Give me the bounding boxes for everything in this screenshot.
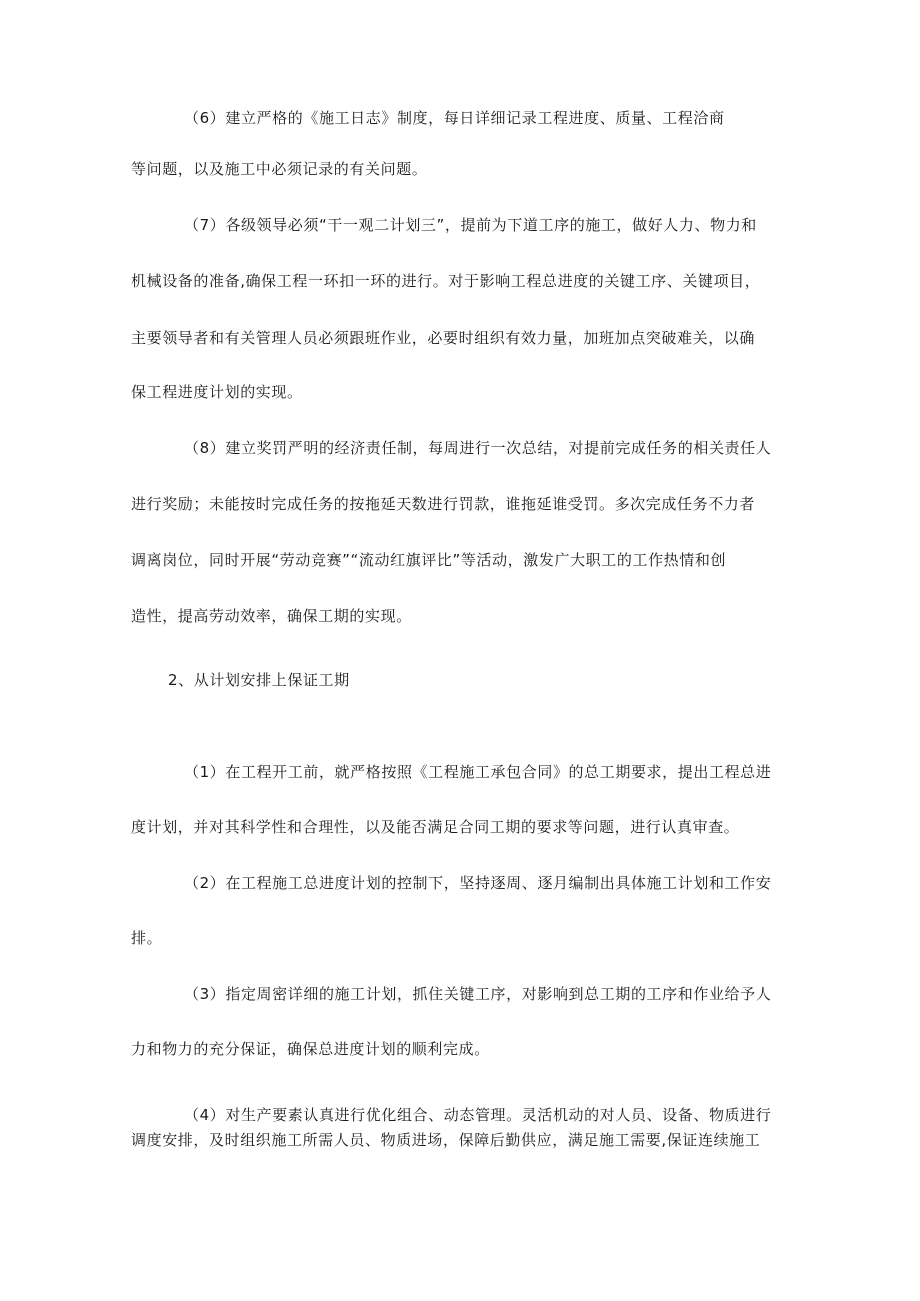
paragraph-7-line-2: 机械设备的准备,确保工程一环扣一环的进行。对于影响工程总进度的关键工序、关键项目， [131,272,761,290]
paragraph-8-line-2: 进行奖励；未能按时完成任务的按拖延天数进行罚款，谁拖延谁受罚。多次完成任务不力者 [131,495,756,513]
paragraph-8-line-1: （8）建立奖罚严明的经济责任制，每周进行一次总结，对提前完成任务的相关责任人 [184,439,772,457]
section-heading: 2、从计划安排上保证工期 [168,671,350,689]
paragraph-2-line-1: （2）在工程施工总进度计划的控制下，坚持逐周、逐月编制出具体施工计划和工作安 [184,874,772,892]
paragraph-2-line-2: 排。 [131,929,163,947]
paragraph-1-line-1: （1）在工程开工前，就严格按照《工程施工承包合同》的总工期要求，提出工程总进 [184,763,772,781]
paragraph-4-line-1: （4）对生产要素认真进行优化组合、动态管理。灵活机动的对人员、设备、物质进行 [184,1106,772,1124]
paragraph-7-line-1: （7）各级领导必须“干一观二计划三”，提前为下道工序的施工，做好人力、物力和 [184,216,757,234]
paragraph-8-line-3: 调离岗位，同时开展“劳动竞赛”“流动红旗评比”等活动，激发广大职工的工作热情和创 [131,551,727,569]
paragraph-6-line-2: 等问题，以及施工中必须记录的有关问题。 [131,160,428,178]
paragraph-3-line-2: 力和物力的充分保证，确保总进度计划的顺利完成。 [131,1040,490,1058]
paragraph-7-line-3: 主要领导者和有关管理人员必须跟班作业，必要时组织有效力量，加班加点突破难关，以确 [131,329,756,347]
paragraph-7-line-4: 保工程进度计划的实现。 [131,383,303,401]
paragraph-3-line-1: （3）指定周密详细的施工计划，抓住关键工序，对影响到总工期的工序和作业给予人 [184,985,772,1003]
paragraph-8-line-4: 造性，提高劳动效率，确保工期的实现。 [131,607,412,625]
paragraph-6-line-1: （6）建立严格的《施工日志》制度，每日详细记录工程进度、质量、工程洽商 [184,109,725,127]
paragraph-1-line-2: 度计划，并对其科学性和合理性，以及能否满足合同工期的要求等问题，进行认真审查。 [131,818,740,836]
paragraph-4-line-2: 调度安排，及时组织施工所需人员、物质进场，保障后勤供应，满足施工需要,保证连续施工 [131,1131,761,1149]
